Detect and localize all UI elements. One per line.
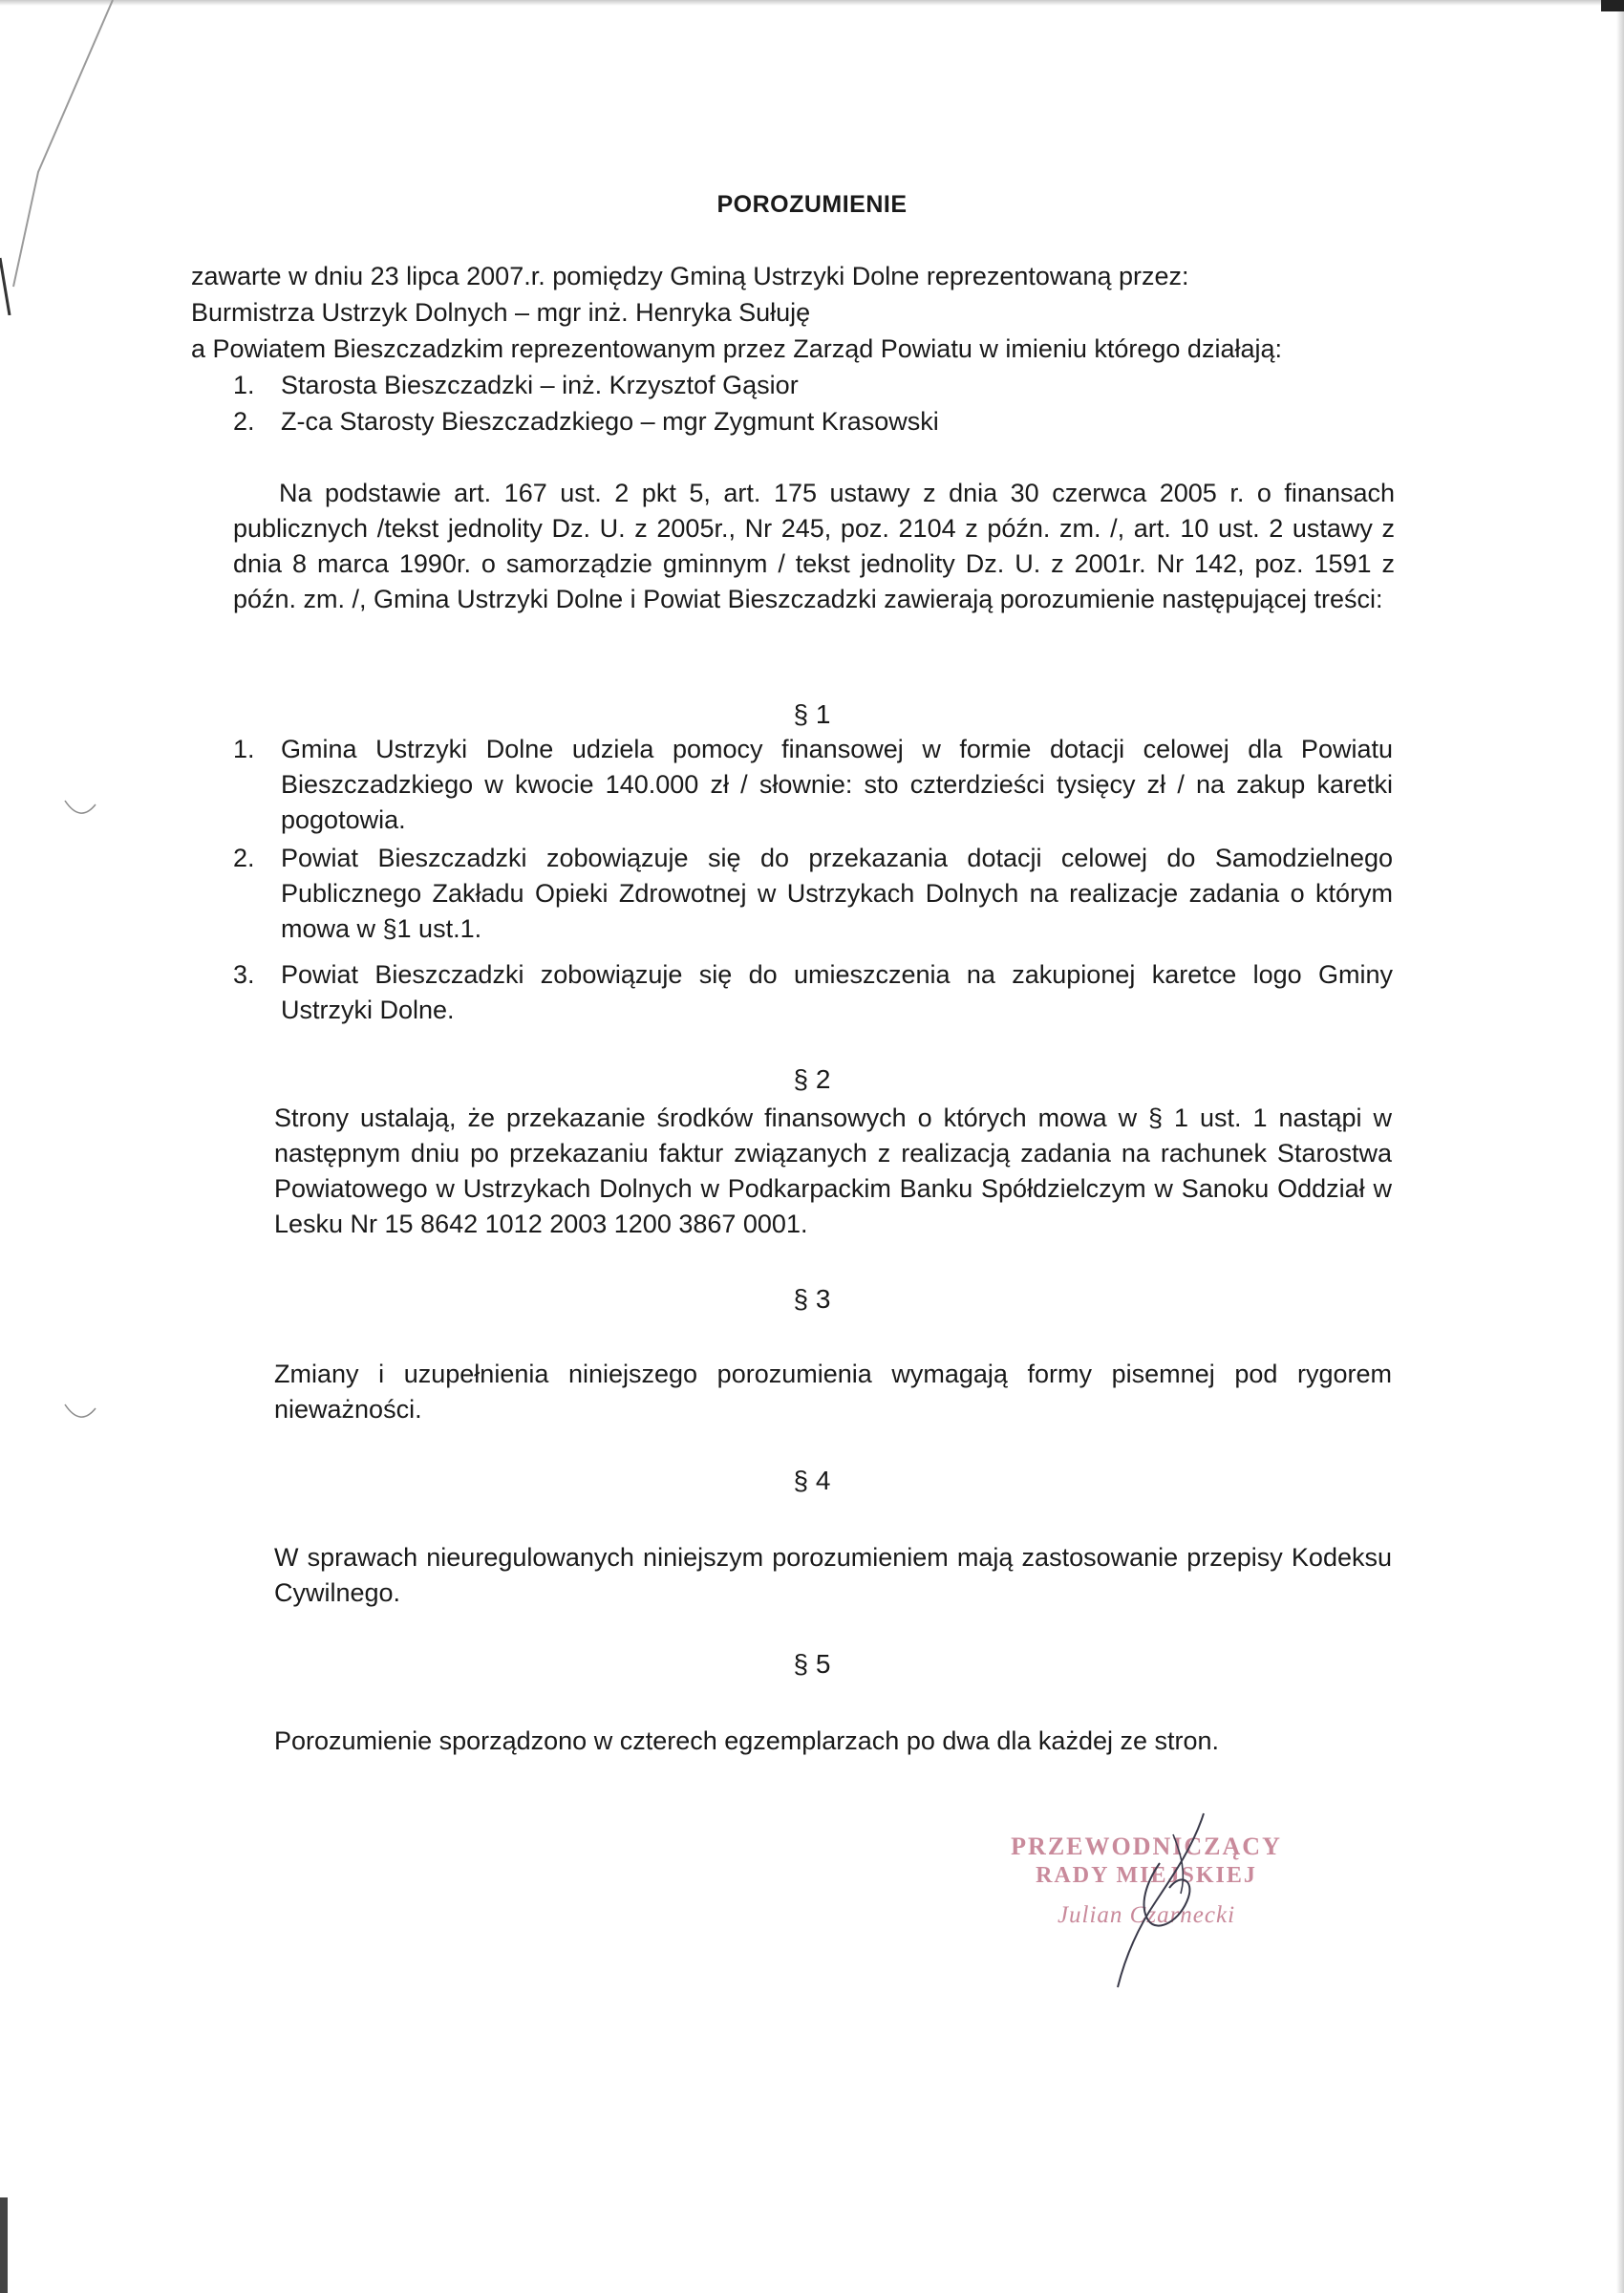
signatory-number: 2. bbox=[233, 407, 255, 436]
legal-basis-text: Na podstawie art. 167 ust. 2 pkt 5, art. 175 ustawy z dnia 30 czerwca 2005 r. o finansach publicznych /tekst jednolity Dz. U. z 2005r., Nr 245, poz. 2104 z późn. zm. /, art. 10 ust. 2 ustawy z dnia 8 marca 1990r. o samorządzie gminnym / tekst jednolity Dz. U. z 2001r. Nr 142, poz. 1591 z późn. zm. /, Gmina Ustrzyki Dolne i Powiat Bieszczadzki zawierają porozumienie następującej treści: bbox=[233, 479, 1395, 613]
signatory-text: Starosta Bieszczadzki – inż. Krzysztof Gąsior bbox=[281, 371, 799, 399]
document-title: POROZUMIENIE bbox=[716, 191, 908, 218]
section-1-item bbox=[233, 732, 1393, 838]
stamp-name: Julian Czarnecki bbox=[1057, 1902, 1236, 1928]
intro-line: Burmistrza Ustrzyk Dolnych – mgr inż. Henryka Sułuję bbox=[191, 298, 811, 327]
intro-line: zawarte w dniu 23 lipca 2007.r. pomiędzy Gminą Ustrzyki Dolne reprezentowaną przez: bbox=[191, 262, 1189, 290]
scan-edge-top bbox=[0, 0, 1624, 6]
item-text: Powiat Bieszczadzki zobowiązuje się do umieszczenia na zakupionej karetce logo Gminy Ustrzyki Dolne. bbox=[281, 960, 1393, 1024]
section-3-heading: § 3 bbox=[793, 1284, 831, 1314]
item-text: Gmina Ustrzyki Dolne udziela pomocy finansowej w formie dotacji celowej dla Powiatu Bieszczadzkiego w kwocie 140.000 zł / słownie: sto czterdzieści tysięcy zł / na zakup karetki pogotowia. bbox=[281, 735, 1393, 834]
item-number: 1. bbox=[233, 735, 255, 763]
section-2-text: Strony ustalają, że przekazanie środków finansowych o których mowa w § 1 ust. 1 nastąpi w następnym dniu po przekazaniu faktur związanych z realizacją zadania na rachunek Starostwa Powiatowego w Ustrzykach Dolnych w Podkarpackim Banku Spółdzielczym w Sanoku Oddział w Lesku Nr 15 8642 1012 2003 1200 3867 0001. bbox=[274, 1104, 1392, 1238]
section-5-text: Porozumienie sporządzono w czterech egzemplarzach po dwa dla każdej ze stron. bbox=[274, 1726, 1220, 1755]
item-text: Powiat Bieszczadzki zobowiązuje się do przekazania dotacji celowej do Samodzielnego Publicznego Zakładu Opieki Zdrowotnej w Ustrzykach Dolnych na realizacje zadania o którym mowa w §1 ust.1. bbox=[281, 844, 1393, 943]
scan-edge-left bbox=[0, 2197, 8, 2293]
section-4-heading: § 4 bbox=[793, 1466, 831, 1495]
intro-block bbox=[191, 258, 1282, 439]
signatory-number: 1. bbox=[233, 371, 255, 399]
punch-hole-mark bbox=[63, 799, 97, 820]
section-2-heading: § 2 bbox=[793, 1064, 831, 1094]
legal-basis-paragraph bbox=[233, 476, 1395, 617]
signatory-item bbox=[191, 367, 1282, 403]
stamp-council: RADY MIEJSKIEJ bbox=[1036, 1863, 1257, 1888]
section-5-heading: § 5 bbox=[793, 1649, 831, 1679]
section-1-item bbox=[233, 957, 1393, 1028]
handwritten-signature bbox=[1089, 1806, 1242, 1997]
section-3-text: Zmiany i uzupełnienia niniejszego porozumienia wymagają formy pisemnej pod rygorem nieważności. bbox=[274, 1360, 1392, 1424]
scan-fold-line bbox=[0, 0, 191, 315]
signatory-item bbox=[191, 403, 1282, 439]
scan-corner-mark bbox=[1601, 0, 1624, 11]
section-1-item bbox=[233, 841, 1393, 947]
item-number: 3. bbox=[233, 960, 255, 989]
signatory-text: Z-ca Starosty Bieszczadzkiego – mgr Zygmunt Krasowski bbox=[281, 407, 939, 436]
item-number: 2. bbox=[233, 844, 255, 872]
intro-line: a Powiatem Bieszczadzkim reprezentowanym przez Zarząd Powiatu w imieniu którego działają: bbox=[191, 334, 1282, 363]
section-4-text: W sprawach nieuregulowanych niniejszym porozumieniem mają zastosowanie przepisy Kodeksu Cywilnego. bbox=[274, 1543, 1392, 1607]
stamp-title: PRZEWODNICZĄCY bbox=[1011, 1832, 1282, 1860]
section-1-heading: § 1 bbox=[793, 699, 831, 729]
punch-hole-mark bbox=[63, 1403, 97, 1424]
scan-edge-right bbox=[1616, 0, 1624, 2293]
